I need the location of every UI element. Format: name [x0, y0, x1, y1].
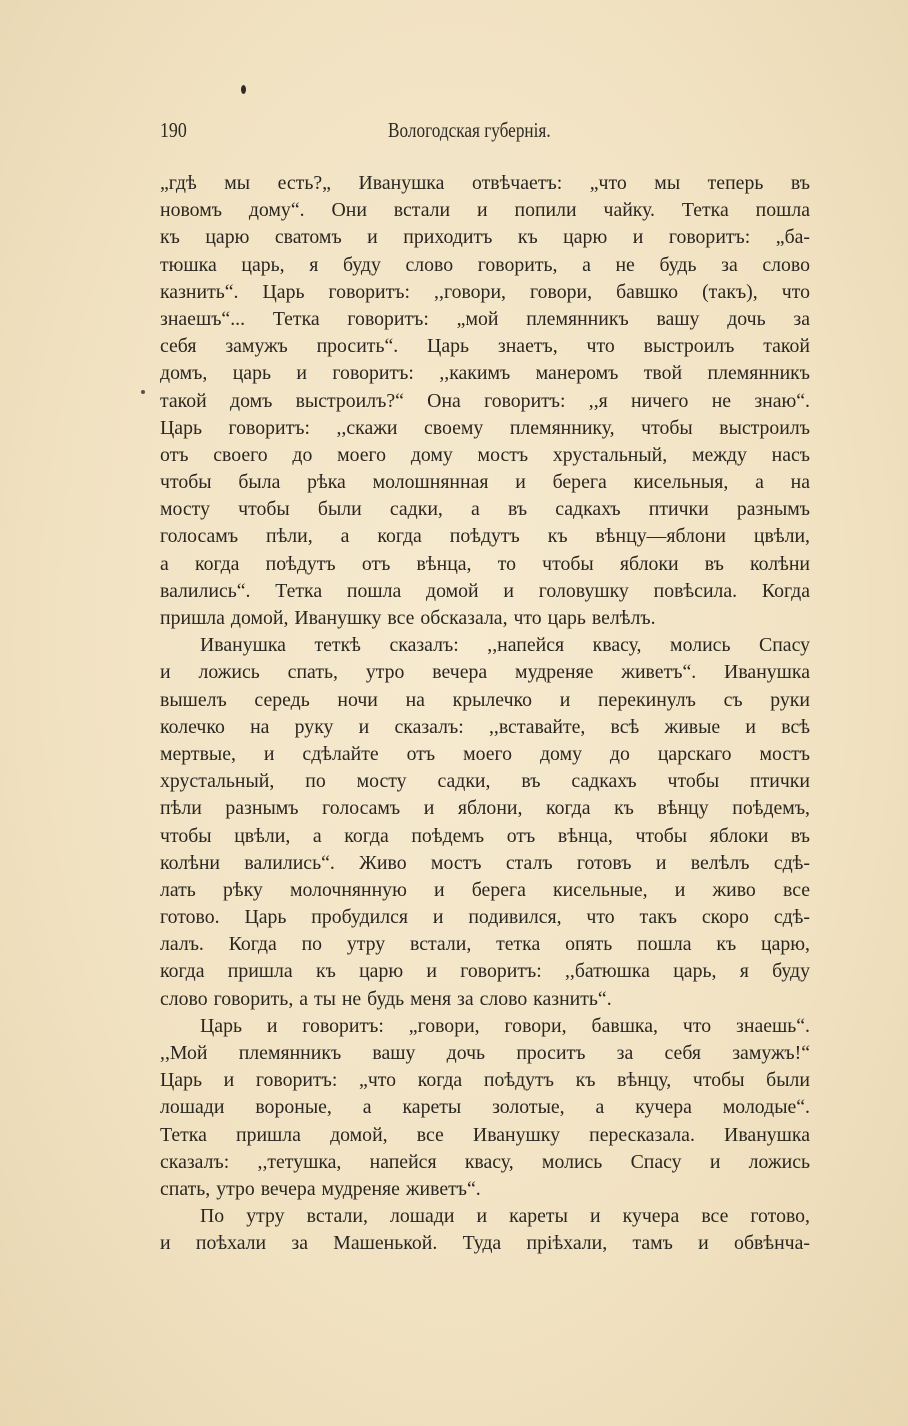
text-line: къ царю сватомъ и приходитъ къ царю и говоритъ: „ба-: [160, 226, 810, 249]
text-line: новомъ дому“. Они встали и попили чайку. Тетка пошла: [160, 199, 810, 222]
text-line: чтобы была рѣка молошнянная и берега кисельныя, а на: [160, 471, 810, 494]
text-line: Царь говоритъ: ,,скажи своему племяннику, чтобы выстроилъ: [160, 416, 810, 439]
text-line: тюшка царь, я буду слово говорить, а не будь за слово: [160, 253, 810, 276]
text-line: ,,Мой племянникъ вашу дочь проситъ за себя замужъ!“: [160, 1042, 810, 1064]
text-line: мертвые, и сдѣлайте отъ моего дому до царскаго мостъ: [160, 742, 810, 765]
text-line: По утру встали, лошади и кареты и кучера все готово,: [200, 1205, 810, 1228]
text-line: Иванушка теткѣ сказалъ: ,,напейся квасу, молись Спасу: [200, 634, 810, 657]
text-line: отъ своего до моего дому мостъ хрустальный, между насъ: [160, 443, 810, 466]
text-line: Тетка пришла домой, все Иванушку пересказала. Иванушка: [160, 1123, 810, 1146]
page-number: 190: [160, 118, 187, 142]
margin-mark: [141, 390, 145, 394]
text-line: себя замужъ просить“. Царь знаетъ, что выстроилъ такой: [160, 335, 810, 358]
text-line: вышелъ середь ночи на крылечко и перекинулъ съ руки: [160, 688, 810, 711]
text-line: пѣли разнымъ голосамъ и яблони, когда къ вѣнцу поѣдемъ,: [160, 797, 810, 820]
text-line: и ложись спать, утро вечера мудреняе живетъ“. Иванушка: [160, 661, 810, 684]
text-line: лошади вороные, а кареты золотые, а кучера молодые“.: [160, 1096, 810, 1119]
text-line: домъ, царь и говоритъ: ,,какимъ манеромъ твой племянникъ: [160, 362, 810, 385]
text-line: казнить“. Царь говоритъ: ,,говори, говори, бавшко (такъ), что: [160, 280, 810, 303]
text-line: хрустальный, по мосту садки, въ садкахъ чтобы птички: [160, 770, 810, 793]
text-line: чтобы цвѣли, а когда поѣдемъ отъ вѣнца, чтобы яблоки въ: [160, 824, 810, 847]
text-line: Царь и говоритъ: „что когда поѣдутъ къ вѣнцу, чтобы были: [160, 1069, 810, 1092]
running-title: Вологодская губернія.: [388, 118, 551, 142]
text-line: колѣни валились“. Живо мостъ сталъ готовъ и велѣлъ сдѣ-: [160, 851, 810, 874]
text-line: и поѣхали за Машенькой. Туда пріѣхали, тамъ и обвѣнча-: [160, 1232, 810, 1255]
text-line: когда пришла къ царю и говоритъ: ,,батюшка царь, я буду: [160, 960, 810, 983]
text-line: валились“. Тетка пошла домой и головушку повѣсила. Когда: [160, 579, 810, 602]
text-line: а когда поѣдутъ отъ вѣнца, то чтобы яблоки въ колѣни: [160, 552, 810, 575]
text-line: „гдѣ мы есть?„ Иванушка отвѣчаетъ: „что мы теперь въ: [160, 172, 810, 194]
text-line: пришла домой, Иванушку все обсказала, что царь велѣлъ.: [160, 607, 656, 629]
text-line: сказалъ: ,,тетушка, напейся квасу, молись Спасу и ложись: [160, 1150, 810, 1173]
page-header: [160, 118, 810, 148]
body-text: [160, 170, 810, 1258]
text-line: колечко на руку и сказалъ: ,,вставайте, всѣ живые и всѣ: [160, 715, 810, 738]
text-line: голосамъ пѣли, а когда поѣдутъ къ вѣнцу—яблони цвѣли,: [160, 525, 810, 548]
text-line: спать, утро вечера мудреняе живетъ“.: [160, 1177, 481, 1200]
text-line: знаешъ“... Тетка говоритъ: „мой племянникъ вашу дочь за: [160, 307, 810, 330]
text-line: Царь и говоритъ: „говори, говори, бавшка, что знаешь“.: [200, 1014, 810, 1037]
ink-speck: [241, 85, 246, 94]
text-line: мосту чтобы были садки, а въ садкахъ птички разнымъ: [160, 498, 810, 521]
text-line: такой домъ выстроилъ?“ Она говоритъ: ,,я ничего не знаю“.: [160, 389, 810, 412]
text-line: лать рѣку молочнянную и берега кисельные, и живо все: [160, 878, 810, 901]
text-line: лалъ. Когда по утру встали, тетка опять пошла къ царю,: [160, 933, 810, 956]
text-line: готово. Царь пробудился и подивился, что такъ скоро сдѣ-: [160, 906, 810, 929]
text-line: слово говорить, а ты не будь меня за слово казнить“.: [160, 987, 612, 1010]
